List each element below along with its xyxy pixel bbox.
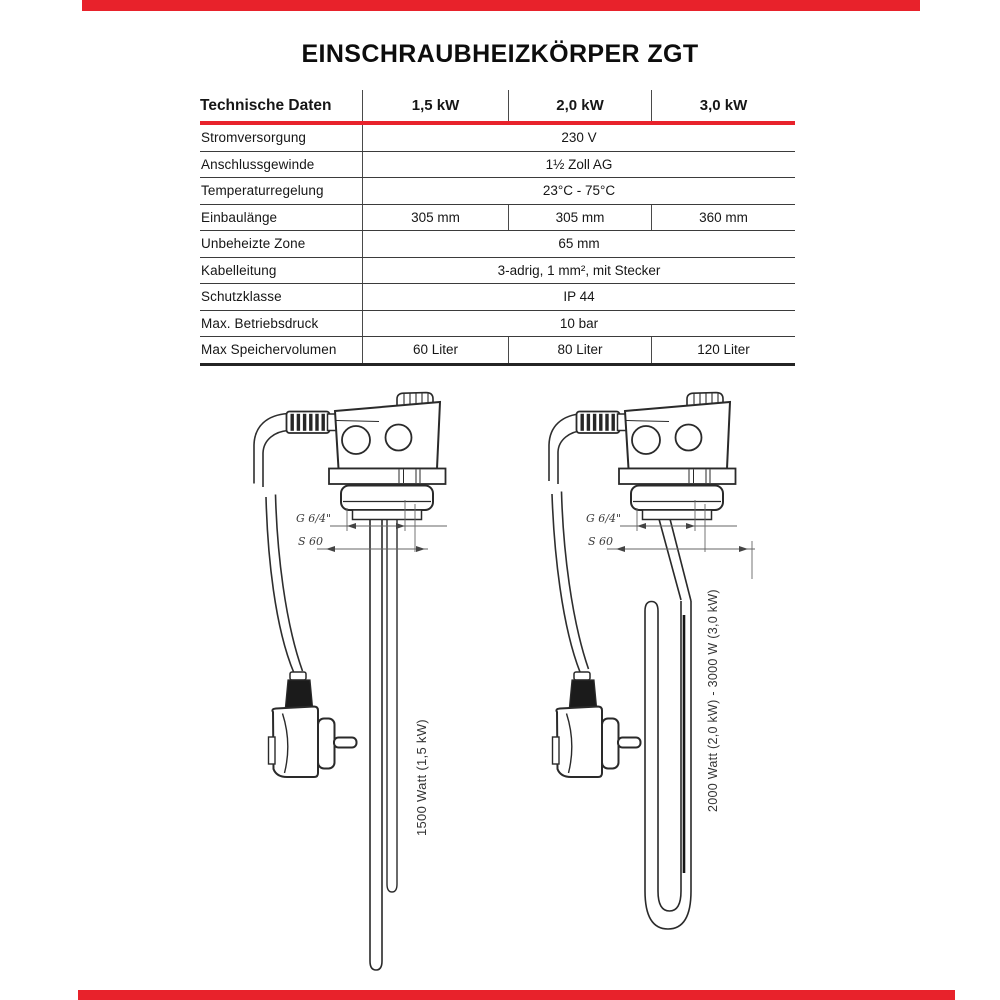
left-heating-rods bbox=[370, 519, 397, 970]
table-row-value: 1½ Zoll AG bbox=[545, 156, 613, 172]
table-row-label: Max. Betriebsdruck bbox=[200, 311, 363, 337]
left-cable bbox=[254, 414, 303, 674]
right-thread-dimension-label: G 6/4" bbox=[586, 512, 622, 525]
right-schuko-plug bbox=[553, 672, 641, 777]
right-heater-head bbox=[577, 393, 736, 520]
table-row-value: 60 Liter bbox=[412, 342, 459, 358]
table-row-label: Stromversorgung bbox=[200, 125, 363, 151]
left-caption: 1500 Watt (1,5 kW) bbox=[414, 719, 429, 836]
table-row-value: 65 mm bbox=[558, 236, 600, 252]
table-row-value: 230 V bbox=[561, 130, 597, 146]
right-heating-rods bbox=[645, 519, 691, 929]
left-heater-head bbox=[287, 393, 446, 520]
table-header-cell: 2,0 kW bbox=[508, 90, 651, 121]
table-row-label: Kabelleitung bbox=[200, 258, 363, 284]
table-row-label: Anschlussgewinde bbox=[200, 152, 363, 178]
table-row-value: 3-adrig, 1 mm², mit Stecker bbox=[497, 262, 661, 278]
page-title: EINSCHRAUBHEIZKÖRPER ZGT bbox=[301, 40, 699, 68]
table-header-cell: 1,5 kW bbox=[411, 97, 460, 114]
table-header-cell: 3,0 kW bbox=[651, 90, 795, 121]
table-row-value: IP 44 bbox=[563, 289, 595, 305]
right-caption: 2000 Watt (2,0 kW) - 3000 W (3,0 kW) bbox=[706, 589, 720, 812]
table-row-value: 305 mm bbox=[508, 205, 651, 231]
table-row-value: 10 bar bbox=[559, 315, 599, 331]
table-row-value: 305 mm bbox=[411, 209, 460, 225]
right-cable bbox=[549, 414, 589, 673]
left-wrench-dimension-label: S 60 bbox=[298, 535, 324, 548]
table-row-label: Schutzklasse bbox=[200, 284, 363, 310]
table-row-label: Max Speichervolumen bbox=[200, 337, 363, 363]
table-row-value: 360 mm bbox=[651, 205, 795, 231]
left-drawing bbox=[254, 393, 447, 970]
left-schuko-plug bbox=[269, 672, 357, 777]
table-row-label: Unbeheizte Zone bbox=[200, 231, 363, 257]
table-row-label: Temperaturregelung bbox=[200, 178, 363, 204]
table-header-label: Technische Daten bbox=[200, 90, 363, 121]
table-row-label: Einbaulänge bbox=[200, 205, 363, 231]
left-thread-dimension-label: G 6/4" bbox=[296, 512, 332, 525]
bottom-red-bar bbox=[78, 990, 955, 1000]
table-row-value: 120 Liter bbox=[651, 337, 795, 363]
right-drawing bbox=[549, 393, 755, 929]
table-row-value: 80 Liter bbox=[508, 337, 651, 363]
right-wrench-dimension-label: S 60 bbox=[588, 535, 614, 548]
table-row-value: 23°C - 75°C bbox=[542, 183, 616, 199]
